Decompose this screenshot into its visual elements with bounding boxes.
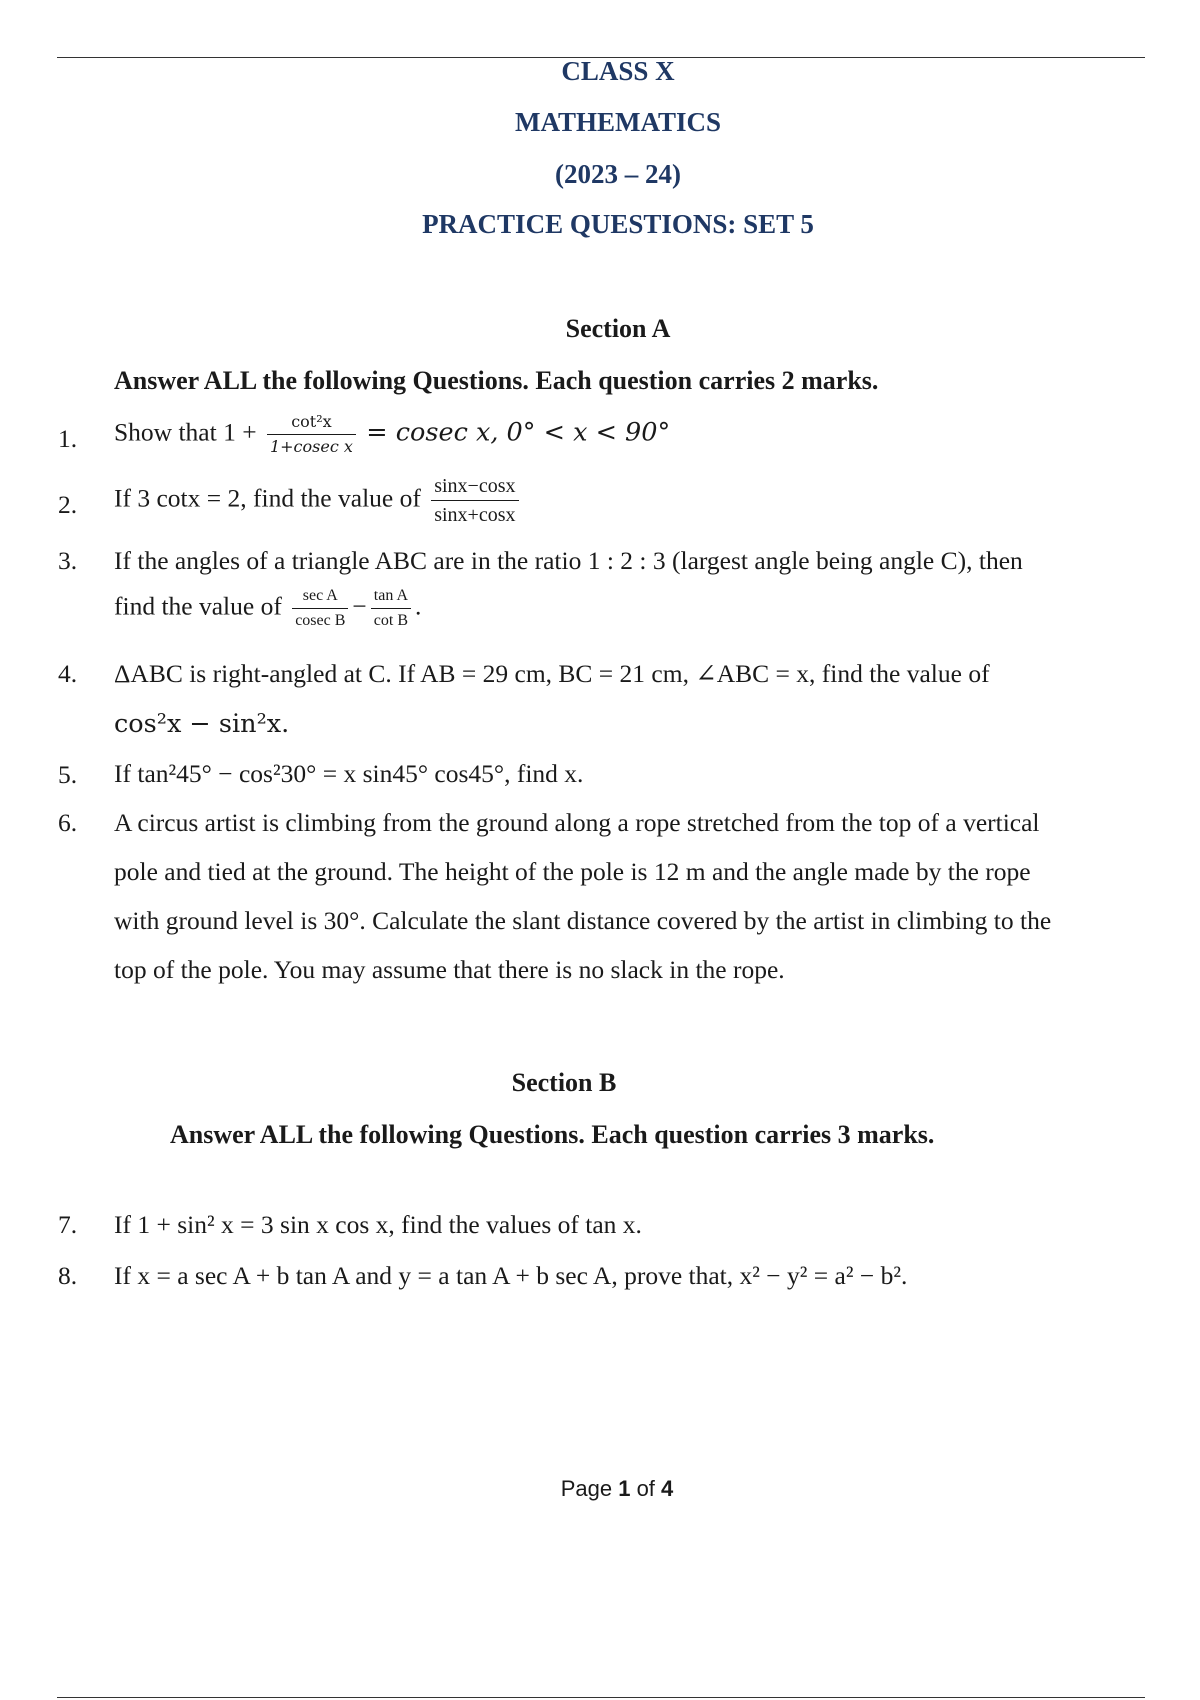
question-4-line-2: cos²x − sin²x. bbox=[114, 709, 290, 739]
question-2-fraction bbox=[431, 476, 518, 525]
section-b-instruction: Answer ALL the following Questions. Each question carries 3 marks. bbox=[170, 1120, 935, 1149]
question-3-fraction-2 bbox=[371, 588, 411, 629]
question-8-number: 8. bbox=[58, 1261, 78, 1290]
question-3-end: . bbox=[415, 591, 422, 621]
page-total: 4 bbox=[661, 1476, 674, 1501]
question-1-lead: Show that 1 + bbox=[114, 417, 257, 447]
question-2 bbox=[114, 476, 523, 525]
question-2-number: 2. bbox=[58, 490, 78, 519]
question-6-line-3: with ground level is 30°. Calculate the slant distance covered by the artist in climbing to the bbox=[114, 906, 1052, 935]
question-3-fraction-1-denominator: cosec B bbox=[295, 612, 346, 629]
question-1-fraction-numerator: cot²x bbox=[267, 414, 356, 435]
question-3-minus: − bbox=[352, 591, 367, 621]
question-4-number: 4. bbox=[58, 659, 78, 688]
set-title: PRACTICE QUESTIONS: SET 5 bbox=[422, 209, 814, 239]
question-8: If x = a sec A + b tan A and y = a tan A + b sec A, prove that, x² − y² = a² − b². bbox=[114, 1261, 908, 1290]
class-heading: CLASS X bbox=[561, 56, 675, 86]
question-2-fraction-denominator: sinx+cosx bbox=[434, 504, 516, 526]
question-1-fraction-denominator: 1+cosec x bbox=[269, 437, 353, 456]
question-1 bbox=[114, 414, 670, 455]
question-3-fraction-2-denominator: cot B bbox=[373, 612, 409, 629]
section-b-title: Section B bbox=[511, 1068, 617, 1097]
page-footer bbox=[0, 1476, 1200, 1502]
question-7: If 1 + sin² x = 3 sin x cos x, find the values of tan x. bbox=[114, 1210, 642, 1239]
question-3-fraction-2-numerator: tan A bbox=[371, 588, 411, 609]
question-7-number: 7. bbox=[58, 1210, 78, 1239]
section-a-title: Section A bbox=[565, 314, 671, 343]
bottom-rule bbox=[57, 1697, 1145, 1698]
question-2-fraction-numerator: sinx−cosx bbox=[431, 476, 518, 501]
question-6-line-2: pole and tied at the ground. The height of the pole is 12 m and the angle made by the rope bbox=[114, 857, 1031, 886]
question-3-line-2-lead: find the value of bbox=[114, 591, 282, 621]
subject-heading: MATHEMATICS bbox=[514, 107, 721, 137]
question-1-fraction bbox=[267, 414, 356, 455]
question-3-line-2 bbox=[114, 588, 421, 629]
question-4-line-1: ΔABC is right-angled at C. If AB = 29 cm, BC = 21 cm, ∠ABC = x, find the value of bbox=[114, 659, 990, 688]
question-6-line-4: top of the pole. You may assume that there is no slack in the rope. bbox=[114, 955, 785, 984]
question-3-fraction-1 bbox=[292, 588, 348, 629]
year-heading: (2023 – 24) bbox=[555, 159, 681, 189]
question-6-number: 6. bbox=[58, 808, 78, 837]
question-1-number: 1. bbox=[58, 424, 78, 453]
question-2-lead: If 3 cotx = 2, find the value of bbox=[114, 483, 421, 513]
section-a-instruction: Answer ALL the following Questions. Each question carries 2 marks. bbox=[114, 366, 879, 395]
question-1-tail: = cosec x, 0° < x < 90° bbox=[366, 417, 671, 448]
question-3-number: 3. bbox=[58, 546, 78, 575]
question-3-fraction-1-numerator: sec A bbox=[292, 588, 348, 609]
page-label-prefix: Page bbox=[560, 1476, 619, 1501]
question-6-line-1: A circus artist is climbing from the ground along a rope stretched from the top of a vertical bbox=[114, 808, 1040, 837]
page-label-middle: of bbox=[630, 1476, 662, 1501]
page-current: 1 bbox=[618, 1476, 631, 1501]
question-5-number: 5. bbox=[58, 760, 78, 789]
question-5: If tan²45° − cos²30° = x sin45° cos45°, find x. bbox=[114, 759, 584, 788]
question-3-line-1: If the angles of a triangle ABC are in the ratio 1 : 2 : 3 (largest angle being angle C), then bbox=[114, 546, 1023, 575]
